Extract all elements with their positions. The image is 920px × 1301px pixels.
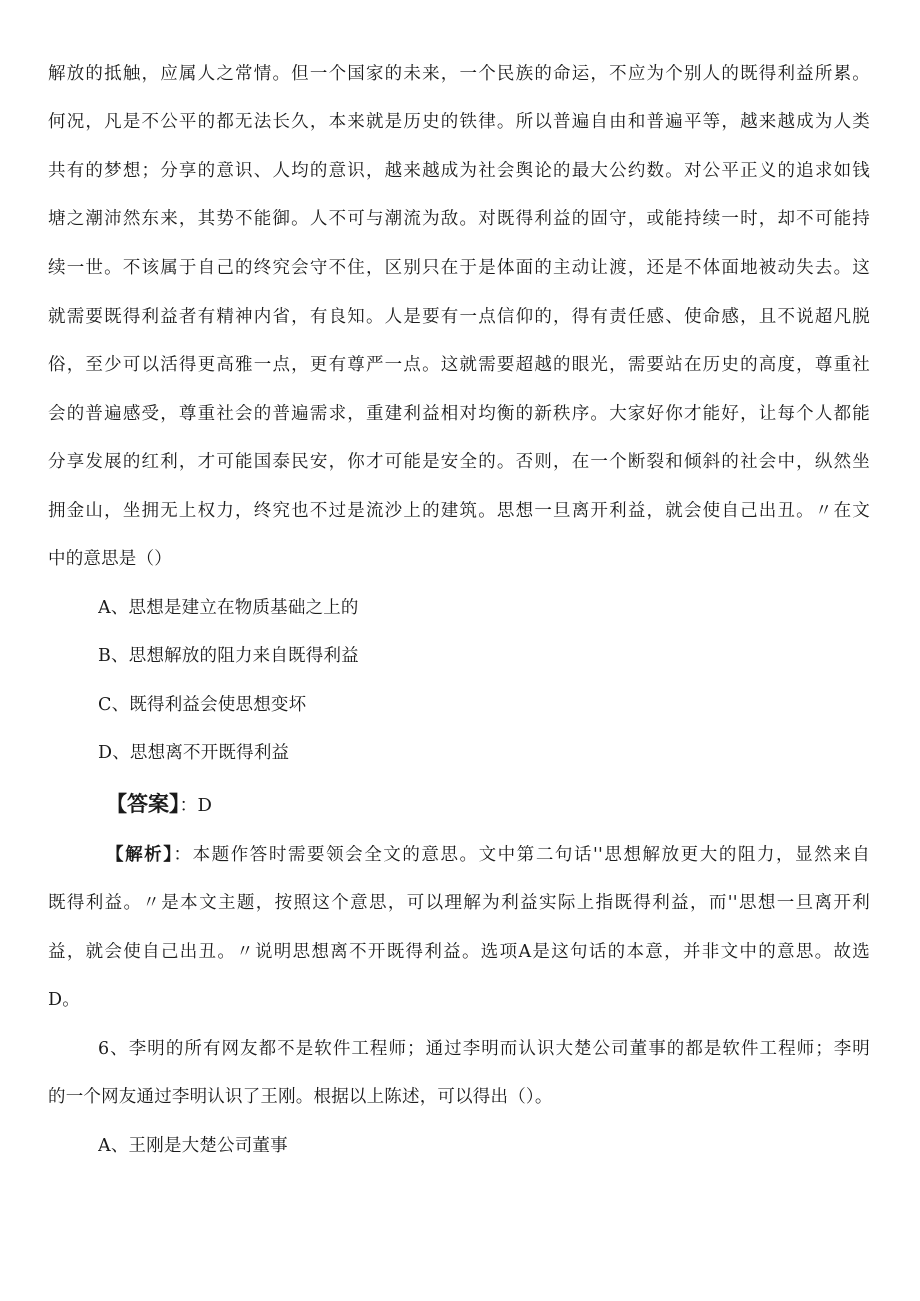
passage-line: 塘之潮沛然东来，其势不能御。人不可与潮流为敌。对既得利益的固守，或能持续一时，却不可能持 [48, 209, 870, 229]
passage-line: 拥金山，坐拥无上权力，终究也不过是流沙上的建筑。思想一旦离开利益，就会使自己出丑。〃在文 [48, 501, 870, 521]
passage-line: 分享发展的红利，才可能国泰民安，你才可能是安全的。否则，在一个断裂和倾斜的社会中，纵然坐 [48, 452, 870, 472]
question-6-stem: 6、李明的所有网友都不是软件工程师；通过李明而认识大楚公司董事的都是软件工程师；李明 [98, 1039, 870, 1059]
passage-line: 共有的梦想；分享的意识、人均的意识，越来越成为社会舆论的最大公约数。对公平正义的追求如钱 [48, 161, 870, 181]
passage-line: 会的普遍感受，尊重社会的普遍需求，重建利益相对均衡的新秩序。大家好你才能好，让每个人都能 [48, 404, 870, 424]
passage-line: 续一世。不该属于自己的终究会守不住，区别只在于是体面的主动让渡，还是不体面地被动失去。这 [48, 258, 870, 278]
passage-line: 何况，凡是不公平的都无法长久，本来就是历史的铁律。所以普遍自由和普遍平等，越来越成为人类 [48, 112, 870, 132]
option-c: C、既得利益会使思想变坏 [98, 695, 307, 715]
option-a: A、思想是建立在物质基础之上的 [98, 598, 359, 618]
answer-label: 【答案】 [106, 792, 180, 816]
option-d: D、思想离不开既得利益 [98, 743, 290, 763]
passage-line: 俗，至少可以活得更高雅一点，更有尊严一点。这就需要超越的眼光，需要站在历史的高度，尊重社 [48, 355, 870, 375]
passage-line: 解放的抵触，应属人之常情。但一个国家的未来，一个民族的命运，不应为个别人的既得利益所累。 [48, 64, 870, 84]
option-a: A、王刚是大楚公司董事 [98, 1136, 288, 1156]
answer-block [106, 789, 212, 821]
analysis-text: ：本题作答时需要领会全文的意思。文中第二句话''思想解放更大的阻力，显然来自 [173, 845, 870, 865]
analysis-label: 【解析】 [106, 845, 174, 865]
passage-line: 中的意思是（） [48, 549, 172, 569]
answer-value: ：D [179, 795, 212, 816]
question-6-stem: 的一个网友通过李明认识了王刚。根据以上陈述，可以得出（）。 [48, 1087, 553, 1107]
passage-line: 就需要既得利益者有精神内省，有良知。人是要有一点信仰的，得有责任感、使命感，且不说超凡脱 [48, 307, 870, 327]
analysis-line: 既得利益。〃是本文主题，按照这个意思，可以理解为利益实际上指既得利益，而''思想一旦离开利 [48, 893, 870, 913]
analysis-line [106, 843, 870, 867]
analysis-line: D。 [48, 990, 80, 1010]
analysis-line: 益，就会使自己出丑。〃说明思想离不开既得利益。选项A是这句话的本意，并非文中的意思。故选 [48, 942, 870, 962]
option-b: B、思想解放的阻力来自既得利益 [98, 646, 359, 666]
